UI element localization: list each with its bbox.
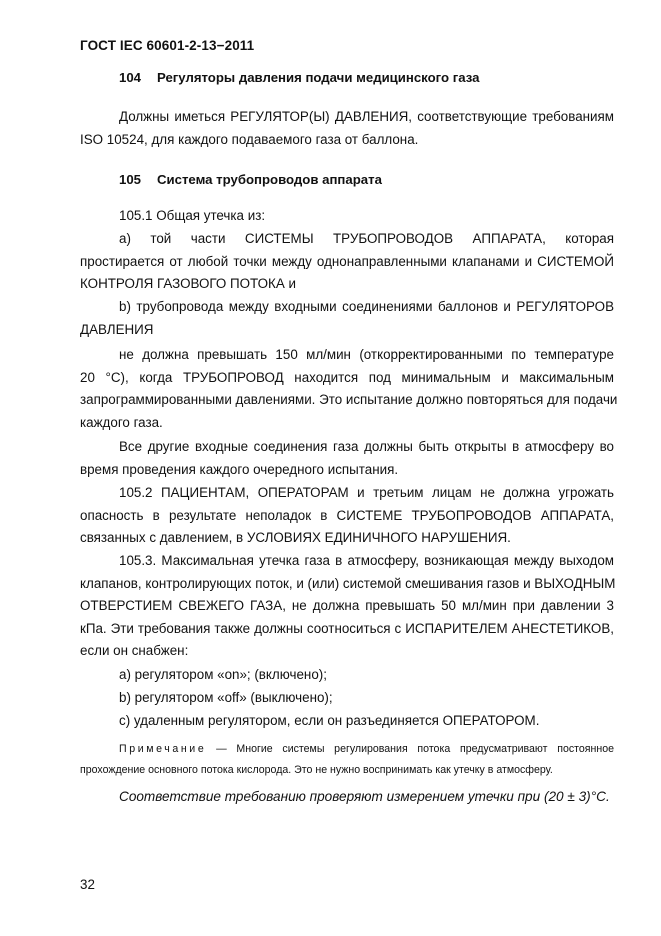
text-line: Должны иметься РЕГУЛЯТОР(Ы) ДАВЛЕНИЯ, соответствующие требованиям [119, 109, 614, 124]
list-item-a: a) регулятором «on»; (включено); [119, 667, 327, 682]
text-line: время проведения каждого очередного испытания. [80, 461, 399, 477]
text-line: Все другие входные соединения газа должны быть открыты в атмосферу во [119, 439, 614, 454]
clause-105-1-intro [80, 205, 614, 228]
list-item-b: b) регулятором «off» (выключено); [119, 690, 333, 705]
clause-105-1-limit [80, 344, 618, 434]
clause-105-2 [80, 482, 614, 550]
text-line: каждого газа. [80, 414, 163, 430]
section-104-title: Регуляторы давления подачи медицинского газа [157, 70, 480, 85]
text-line: связанных с давлением, в УСЛОВИЯХ ЕДИНИЧНОГО НАРУШЕНИЯ. [80, 530, 511, 545]
note-line [80, 739, 614, 760]
text-line: КОНТРОЛЯ ГАЗОВОГО ПОТОКА и [80, 276, 296, 291]
list-item-c: c) удаленным регулятором, если он разъединяется ОПЕРАТОРОМ. [119, 713, 540, 728]
text-line: ISO 10524, для каждого подаваемого газа от баллона. [80, 131, 419, 147]
clause-105-1-open-connections [80, 436, 614, 481]
section-105-title: Система трубопроводов аппарата [157, 172, 382, 187]
note-label: Примечание [119, 743, 207, 755]
note-line: прохождение основного потока кислорода. Это не нужно воспринимать как утечку в атмосферу. [80, 764, 553, 776]
text-line: ДАВЛЕНИЯ [80, 321, 154, 337]
note [80, 739, 614, 781]
text-line: простирается от любой точки между однонаправленными клапанами и СИСТЕМОЙ [80, 253, 614, 269]
section-104-paragraph [80, 106, 614, 151]
document-header: ГОСТ IEC 60601-2-13−2011 [80, 38, 255, 53]
section-105-heading [119, 172, 382, 187]
text-line: 105.3. Максимальная утечка газа в атмосферу, возникающая между выходом [119, 553, 614, 568]
text-line: если он снабжен: [80, 643, 189, 658]
text-line: a) той части СИСТЕМЫ ТРУБОПРОВОДОВ АППАРАТА, которая [119, 231, 614, 246]
text-line: ОТВЕРСТИЕМ СВЕЖЕГО ГАЗА, не должна превышать 50 мл/мин при давлении 3 [80, 598, 614, 613]
page-number: 32 [80, 877, 95, 892]
clause-105-3 [80, 550, 614, 663]
section-104-heading [119, 70, 479, 85]
note-text: — Многие системы регулирования потока предусматривают постоянное [206, 743, 614, 755]
text-line: опасность в результате неполадок в СИСТЕМЕ ТРУБОПРОВОДОВ АППАРАТА, [80, 507, 614, 523]
text-line: кПа. Эти требования также должны соотноситься с ИСПАРИТЕЛЕМ АНЕСТЕТИКОВ, [80, 620, 614, 636]
text-line: клапанов, контролирующих поток, и (или) системой смешивания газов и ВЫХОДНЫМ [80, 575, 616, 591]
clause-105-1-item-a [80, 228, 614, 296]
clause-105-1-item-b [80, 296, 614, 341]
text-line: 105.2 ПАЦИЕНТАМ, ОПЕРАТОРАМ и третьим лицам не должна угрожать [119, 485, 614, 500]
compliance-statement: Соответствие требованию проверяют измерением утечки при (20 ± 3)°C. [119, 789, 610, 804]
text-line: 20 °C), когда ТРУБОПРОВОД находится под минимальным и максимальным [80, 369, 614, 385]
section-105-number: 105 [119, 172, 142, 187]
text-line: не должна превышать 150 мл/мин (откорректированными по температуре [119, 347, 614, 362]
section-104-number: 104 [119, 70, 142, 85]
text-line: 105.1 Общая утечка из: [119, 208, 266, 223]
text-line: b) трубопровода между входными соединениями баллонов и РЕГУЛЯТОРОВ [119, 299, 614, 314]
text-line: запрограммированными давлениями. Это испытание должно повторяться для подачи [80, 392, 618, 407]
